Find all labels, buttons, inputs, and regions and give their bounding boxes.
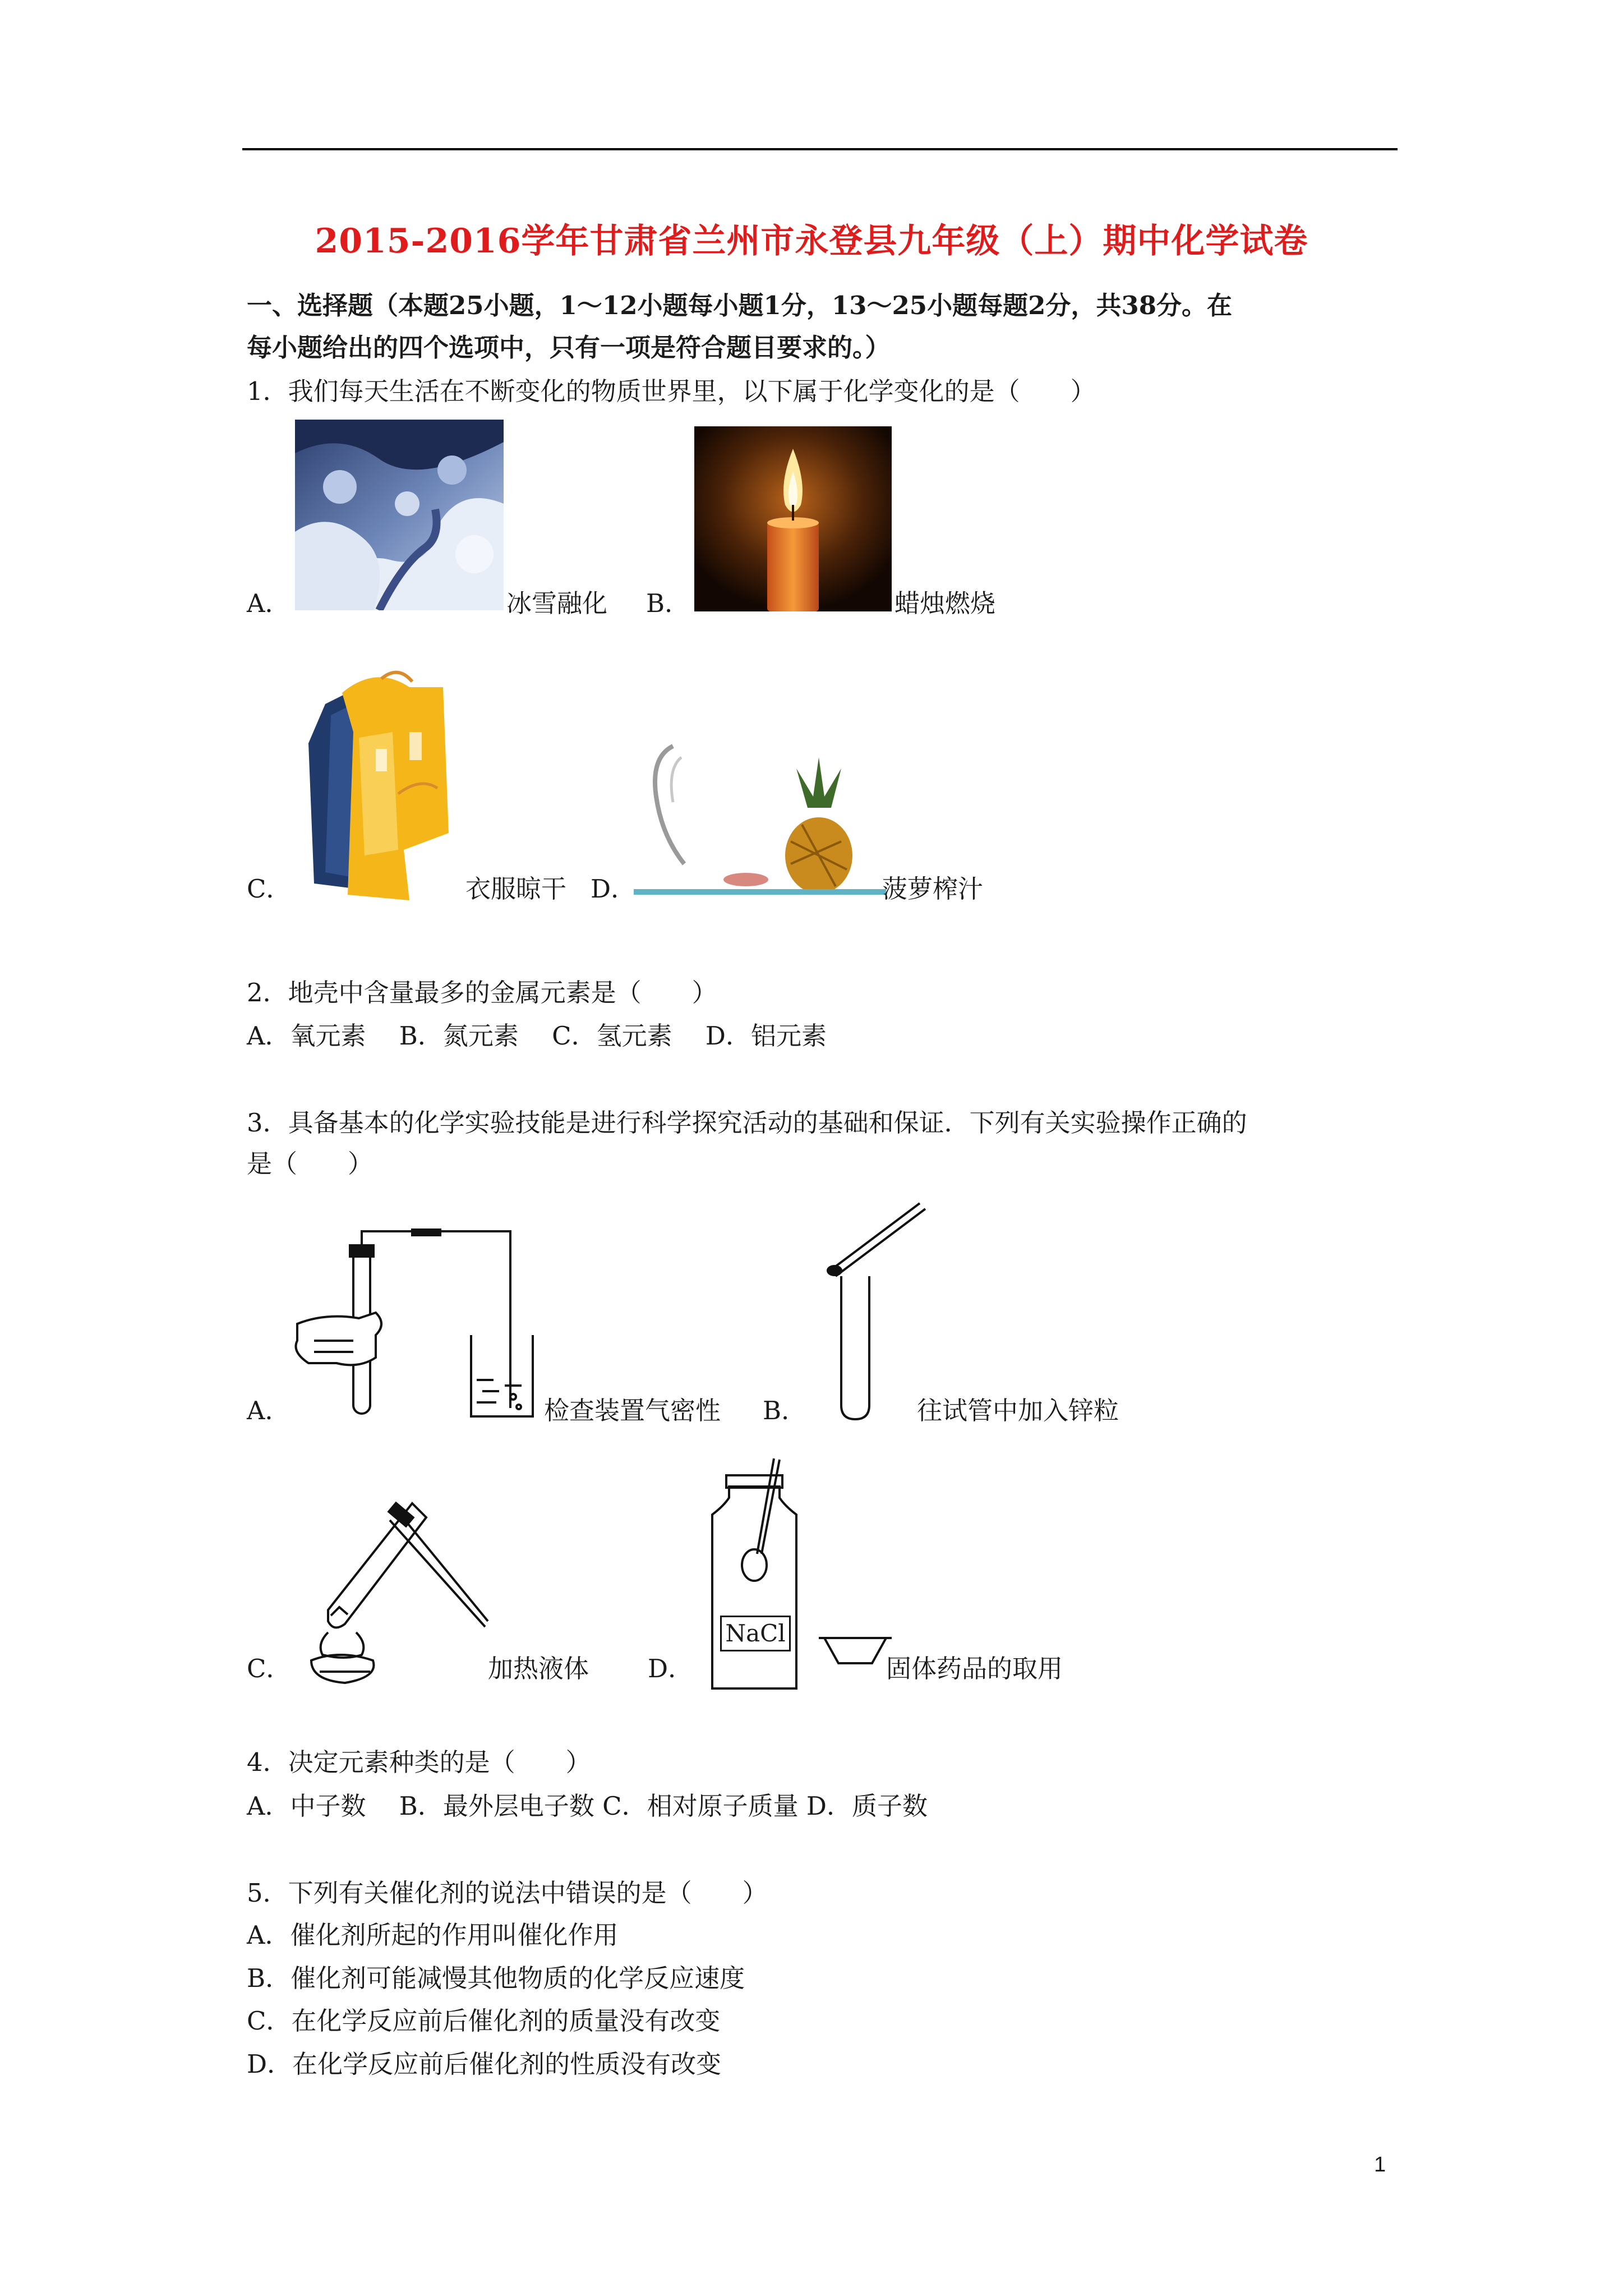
q5-option-d: D．在化学反应前后催化剂的性质没有改变 bbox=[247, 2049, 722, 2079]
q5-option-c: C．在化学反应前后催化剂的质量没有改变 bbox=[247, 2006, 721, 2036]
q3-option-a-letter: A． bbox=[247, 1396, 291, 1425]
q3-option-b-caption: 往试管中加入锌粒 bbox=[917, 1396, 1119, 1425]
burning-candle-photo-icon bbox=[694, 426, 892, 611]
q3-option-c-caption: 加热液体 bbox=[488, 1654, 589, 1683]
drying-clothes-picture-icon bbox=[292, 665, 460, 900]
page-number: 1 bbox=[1374, 2153, 1386, 2177]
section-heading-line1: 一、选择题（本题25小题，1～12小题每小题1分，13～25小题每题2分，共38分。在 bbox=[247, 291, 1233, 320]
heating-liquid-diagram-icon bbox=[306, 1487, 491, 1694]
add-zinc-to-test-tube-diagram-icon bbox=[808, 1198, 931, 1422]
q3-option-a-caption: 检查装置气密性 bbox=[544, 1396, 721, 1425]
header-rule bbox=[242, 148, 1398, 150]
q5-stem: 5．下列有关催化剂的说法中错误的是（ ） bbox=[247, 1878, 768, 1908]
q2-options: A．氧元素 B．氮元素 C．氢元素 D．铝元素 bbox=[247, 1021, 827, 1051]
q2-stem: 2．地壳中含量最多的金属元素是（ ） bbox=[247, 978, 717, 1007]
q3-option-b-letter: B． bbox=[763, 1396, 807, 1425]
q1-option-b-letter: B． bbox=[646, 588, 690, 618]
q4-options: A．中子数 B．最外层电子数 C．相对原子质量 D．质子数 bbox=[247, 1791, 928, 1821]
q1-option-a-caption: 冰雪融化 bbox=[506, 588, 608, 618]
snow-stream-photo-icon bbox=[295, 420, 504, 610]
q1-option-d-caption: 菠萝榨汁 bbox=[882, 874, 984, 904]
exam-title: 2015-2016学年甘肃省兰州市永登县九年级（上）期中化学试卷 bbox=[315, 222, 1308, 261]
q3-stem-line1: 3．具备基本的化学实验技能是进行科学探究活动的基础和保证．下列有关实验操作正确的 bbox=[247, 1108, 1247, 1138]
solid-reagent-diagram-icon bbox=[695, 1453, 892, 1694]
airtightness-check-diagram-icon bbox=[292, 1228, 544, 1425]
q3-option-d-letter: D． bbox=[648, 1654, 694, 1683]
q1-option-a-letter: A． bbox=[247, 588, 291, 618]
q5-option-b: B．催化剂可能减慢其他物质的化学反应速度 bbox=[247, 1963, 745, 1993]
q1-option-c-letter: C． bbox=[247, 874, 292, 904]
q3-option-c-letter: C． bbox=[247, 1654, 292, 1683]
nacl-label: NaCl bbox=[720, 1616, 791, 1651]
section-heading-line2: 每小题给出的四个选项中，只有一项是符合题目要求的。） bbox=[247, 333, 891, 362]
q3-stem-line2: 是（ ） bbox=[247, 1149, 374, 1179]
pineapple-juice-picture-icon bbox=[634, 735, 886, 898]
q4-stem: 4．决定元素种类的是（ ） bbox=[247, 1747, 591, 1777]
q1-option-c-caption: 衣服晾干 bbox=[465, 874, 567, 904]
q1-option-d-letter: D． bbox=[591, 874, 637, 904]
q1-stem: 1．我们每天生活在不断变化的物质世界里，以下属于化学变化的是（ ） bbox=[247, 376, 1096, 406]
q1-option-b-caption: 蜡烛燃烧 bbox=[895, 588, 996, 618]
q5-option-a: A．催化剂所起的作用叫催化作用 bbox=[247, 1920, 619, 1950]
q3-option-d-caption: 固体药品的取用 bbox=[886, 1654, 1063, 1683]
